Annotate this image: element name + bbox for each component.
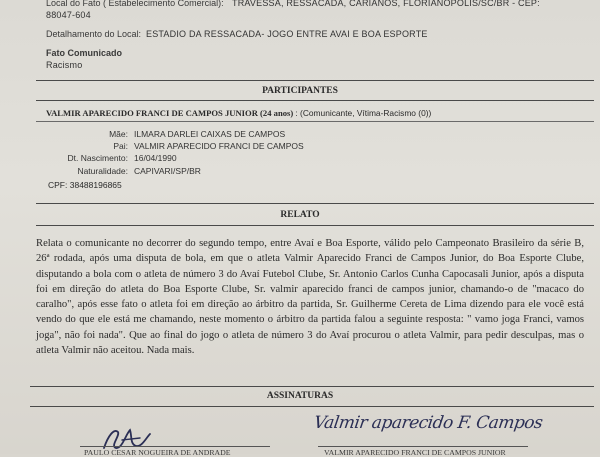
divider <box>36 203 594 204</box>
field-value-pai: VALMIR APARECIDO FRANCI DE CAMPOS <box>134 141 304 151</box>
fato-comunicado-value: Racismo <box>46 60 83 70</box>
detalhamento-label: Detalhamento do Local: <box>46 29 142 39</box>
divider <box>30 386 594 387</box>
detalhamento-value: ESTADIO DA RESSACADA- JOGO ENTRE AVAI E BOA ESPORTE <box>146 29 428 39</box>
divider <box>36 225 594 226</box>
fato-comunicado-label: Fato Comunicado <box>46 48 122 58</box>
cpf-row <box>48 180 122 190</box>
assinaturas-title: ASSINATURAS <box>266 391 334 401</box>
cpf-value: 38488196865 <box>69 180 122 190</box>
field-label-pai: Pai: <box>113 141 128 151</box>
local-fato-label: Local do Fato ( Estabelecimento Comercial): <box>46 0 224 8</box>
field-label-naturalidade: Naturalidade: <box>77 166 128 176</box>
relato-title: RELATO <box>280 210 320 220</box>
local-fato-cep: 88047-604 <box>46 10 91 20</box>
signature-line-right <box>318 446 528 447</box>
participant-role: : (Comunicante, Vítima-Racismo (0)) <box>295 108 432 118</box>
field-label-mae: Mãe: <box>109 129 128 139</box>
right-signer-name: VALMIR APARECIDO FRANCI DE CAMPOS JUNIOR <box>324 448 506 457</box>
participant-name: VALMIR APARECIDO FRANCI DE CAMPOS JUNIOR (24 anos) <box>46 108 294 118</box>
right-signature: Valmir aparecido F. Campos <box>312 413 544 433</box>
signature-line-left <box>80 446 270 447</box>
divider <box>36 121 594 122</box>
cpf-label: CPF: <box>48 180 68 190</box>
divider <box>30 406 594 407</box>
local-fato-value: TRAVESSA, RESSACADA, CARIANOS, FLORIANOPOLIS/SC/BR - CEP: <box>232 0 540 8</box>
field-label-nascimento: Dt. Nascimento: <box>67 153 128 163</box>
divider <box>36 80 594 81</box>
field-value-mae: ILMARA DARLEI CAIXAS DE CAMPOS <box>134 129 286 139</box>
relato-text: Relata o comunicante no decorrer do segundo tempo, entre Avaí e Boa Esporte, válido pelo Campeonato Brasileiro da série B, 26ª rodada, após uma disputa de bola, em que o atleta Valmir Aparecido Franci de Campos Junior, do Boa Esporte Clube, disputando a bola com o atleta de número 3 do Avaí Futebol Clube, Sr. Antonio Carlos Cunha Capocasali Junior, após a disputa foi em direção do atleta do Boa Esporte Clube, Sr. valmir aparecido franci de campos junior, chamando-o de "macaco do caralho", após esse fato o atleta foi em direção ao árbitro da partida, Sr. Guilherme Cereta de Lima dizendo para ele você está vendo do que ele está me chamando, neste momento o árbitro da partida falou a seguinte resposta: " vamo joga Franci, vamos joga", não foi nada". Que ao final do jogo o atleta de número 3 do Avaí procurou o atleta Valmir, para pedir desculpas, mas o atleta Valmir não aceitou. Nada mais. <box>36 238 584 357</box>
participantes-title: PARTICIPANTES <box>262 86 338 96</box>
left-signer-name: PAULO CESAR NOGUEIRA DE ANDRADE <box>84 448 231 457</box>
divider <box>36 100 594 101</box>
field-value-nascimento: 16/04/1990 <box>134 153 177 163</box>
field-value-naturalidade: CAPIVARI/SP/BR <box>134 166 201 176</box>
participant-header <box>46 108 431 118</box>
